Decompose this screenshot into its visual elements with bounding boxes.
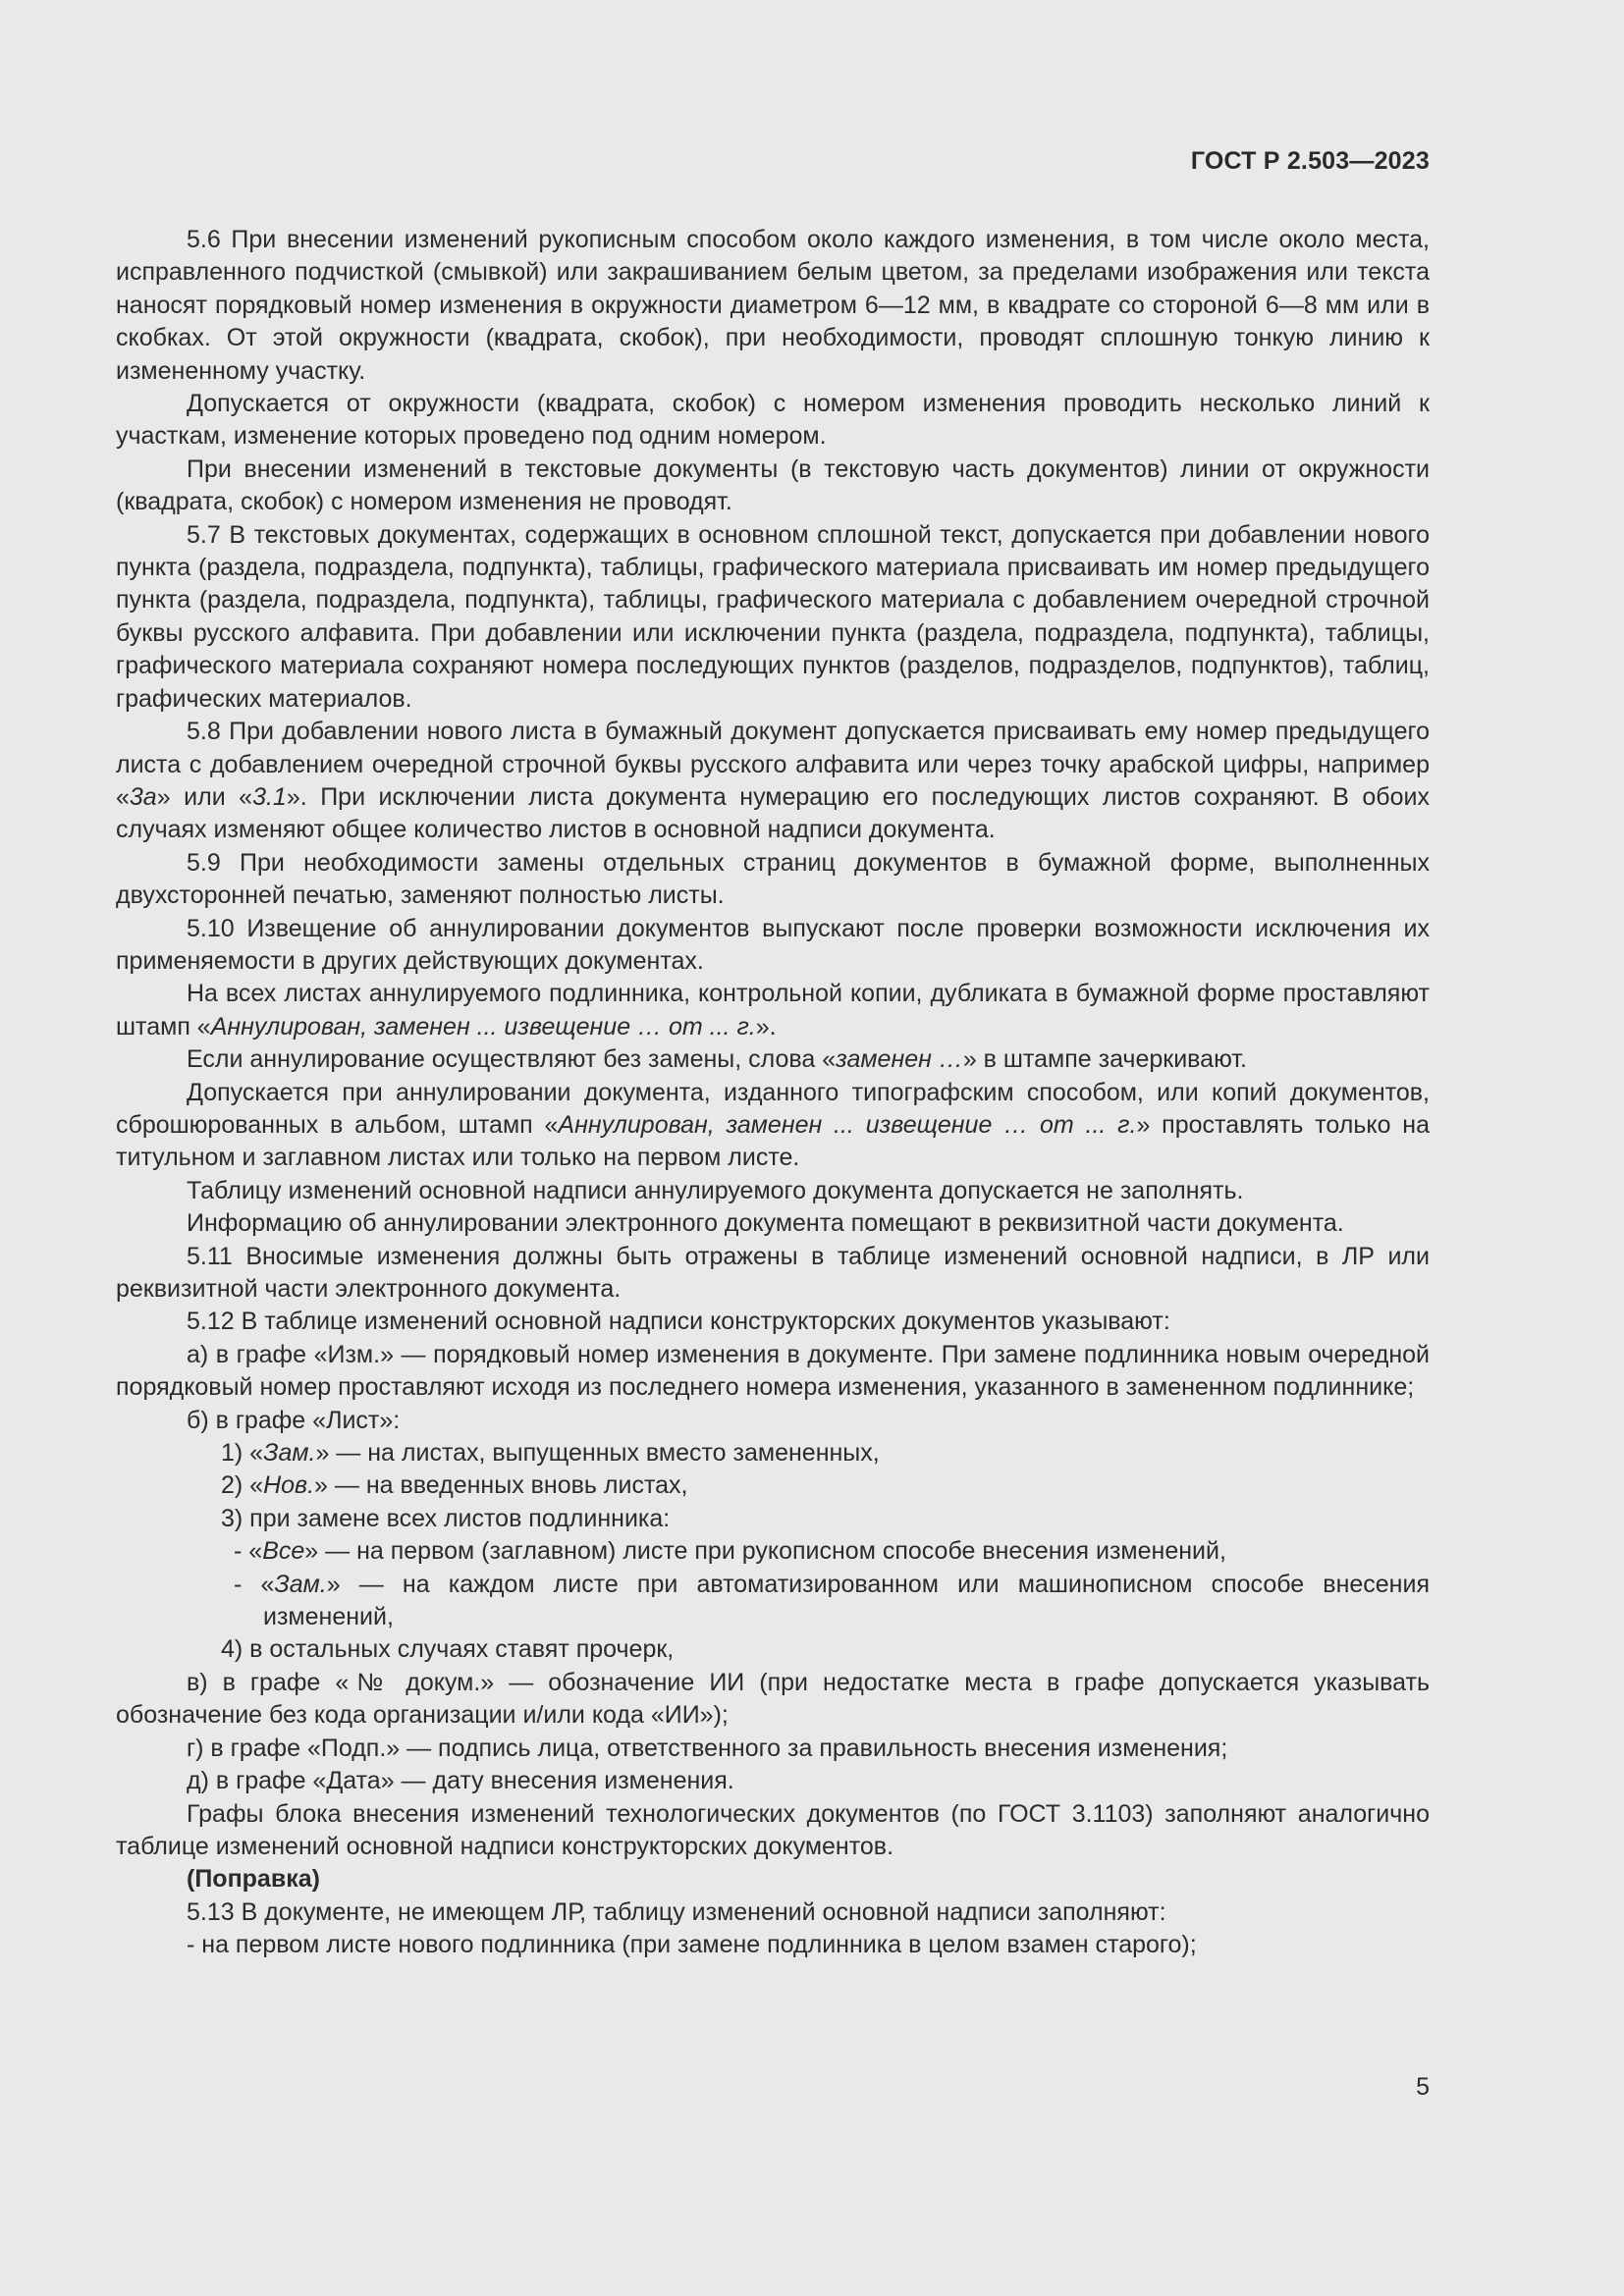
paragraph-p25: д) в графе «Дата» — дату внесения изменения. xyxy=(187,1767,734,1795)
paragraph-p10: Допускается при аннулировании документа, изданного типографским способом, или копий документов, сброшюрованных в альбом, штамп «Аннулирован, заменен ... извещение … от ... г.» проставлять только на титульном и заглавном листах или только на первом листе. xyxy=(116,1078,1431,1172)
paragraph-p11: Таблицу изменений основной надписи аннулируемого документа допускается не заполнять. xyxy=(187,1176,1244,1204)
paragraph-p6: 5.9 При необходимости замены отдельных страниц документов в бумажной форме, выполненных двухсторонней печатью, заменяют полностью листы. xyxy=(116,848,1430,910)
page-number: 5 xyxy=(1416,2073,1430,2101)
paragraph-p28: 5.13 В документе, не имеющем ЛР, таблицу изменений основной надписи заполняют: xyxy=(187,1897,1166,1926)
paragraph-p1: 5.6 При внесении изменений рукописным способом около каждого изменения, в том числе около места, исправленного подчисткой (смывкой) или закрашиванием белым цветом, за пределами изображения или текста наносят порядковый номер изменения в окружности диаметром 6—12 мм, в квадрате со стороной 6—8 мм или в скобках. От этой окружности (квадрата, скобок), при необходимости, проводят сплошную тонкую линию к измененному участку. xyxy=(116,226,1430,385)
paragraph-p4: 5.7 В текстовых документах, содержащих в основном сплошной текст, допускается при добавлении нового пункта (раздела, подраздела, подпункта), таблицы, графического материала присваивать им номер предыдущего пункта (раздела, подраздела, подпункта), таблицы, графического материала с добавлением очередной строчной буквы русского алфавита. При добавлении или исключении пункта (раздела, подраздела, подпункта), таблицы, графического материала сохраняют номера последующих пунктов (разделов, подразделов, подпунктов), таблиц, графических материалов. xyxy=(116,520,1430,713)
paragraph-p2: Допускается от окружности (квадрата, скобок) с номером изменения проводить несколько линий к участкам, изменение которых проведено под одним номером. xyxy=(116,390,1430,451)
paragraph-p16: б) в графе «Лист»: xyxy=(187,1406,401,1434)
paragraph-p17: 1) «Зам.» — на листах, выпущенных вместо замененных, xyxy=(221,1439,880,1468)
paragraph-p20: - «Все» — на первом (заглавном) листе при рукописном способе внесения изменений, xyxy=(234,1537,1226,1566)
paragraph-p14: 5.12 В таблице изменений основной надписи конструкторских документов указывают: xyxy=(187,1308,1170,1336)
paragraph-p22: 4) в остальных случаях ставят прочерк, xyxy=(221,1635,675,1664)
paragraph-p18: 2) «Нов.» — на введенных вновь листах, xyxy=(221,1471,688,1500)
paragraph-p21: - «Зам.» — на каждом листе при автоматизированном или машинописном способе внесения изменений, xyxy=(234,1570,1430,1631)
paragraph-p29: - на первом листе нового подлинника (при замене подлинника в целом взамен старого); xyxy=(187,1931,1197,1959)
paragraph-p5: 5.8 При добавлении нового листа в бумажный документ допускается присваивать ему номер предыдущего листа с добавлением очередной строчной буквы русского алфавита или через точку арабской цифры, например «3а» или «3.1». При исключении листа документа нумерацию его последующих листов сохраняют. В обоих случаях изменяют общее количество листов в основной надписи документа. xyxy=(116,718,1430,844)
paragraph-p12: Информацию об аннулировании электронного документа помещают в реквизитной части документа. xyxy=(187,1209,1344,1238)
document-body xyxy=(116,224,1430,1962)
paragraph-p15: а) в графе «Изм.» — порядковый номер изменения в документе. При замене подлинника новым очередной порядковый номер проставляют исходя из последнего номера изменения, указанного в замененном подлиннике; xyxy=(116,1340,1430,1402)
paragraph-p8: На всех листах аннулируемого подлинника, контрольной копии, дубликата в бумажной форме проставляют штамп «Аннулирован, заменен ... извещение … от ... г.». xyxy=(116,980,1430,1041)
paragraph-p24: г) в графе «Подп.» — подпись лица, ответственного за правильность внесения изменения; xyxy=(187,1734,1228,1762)
paragraph-p7: 5.10 Извещение об аннулировании документов выпускают после проверки возможности исключения их применяемости в других действующих документах. xyxy=(116,914,1430,975)
paragraph-p3: При внесении изменений в текстовые документы (в текстовую часть документов) линии от окружности (квадрата, скобок) с номером изменения не проводят. xyxy=(116,454,1430,516)
paragraph-p23: в) в графе «№ докум.» — обозначение ИИ (при недостатке места в графе допускается указывать обозначение без кода организации и/или кода «ИИ»); xyxy=(116,1668,1430,1730)
paragraph-p9: Если аннулирование осуществляют без замены, слова «заменен …» в штампе зачеркивают. xyxy=(187,1045,1247,1074)
paragraph-p27: (Поправка) xyxy=(187,1865,320,1894)
paragraph-p19: 3) при замене всех листов подлинника: xyxy=(221,1504,671,1532)
paragraph-p26: Графы блока внесения изменений технологических документов (по ГОСТ 3.1103) заполняют аналогично таблице изменений основной надписи конструкторских документов. xyxy=(116,1799,1430,1860)
paragraph-p13: 5.11 Вносимые изменения должны быть отражены в таблице изменений основной надписи, в ЛР или реквизитной части электронного документа. xyxy=(116,1242,1430,1303)
document-code-header: ГОСТ Р 2.503—2023 xyxy=(1190,147,1430,175)
